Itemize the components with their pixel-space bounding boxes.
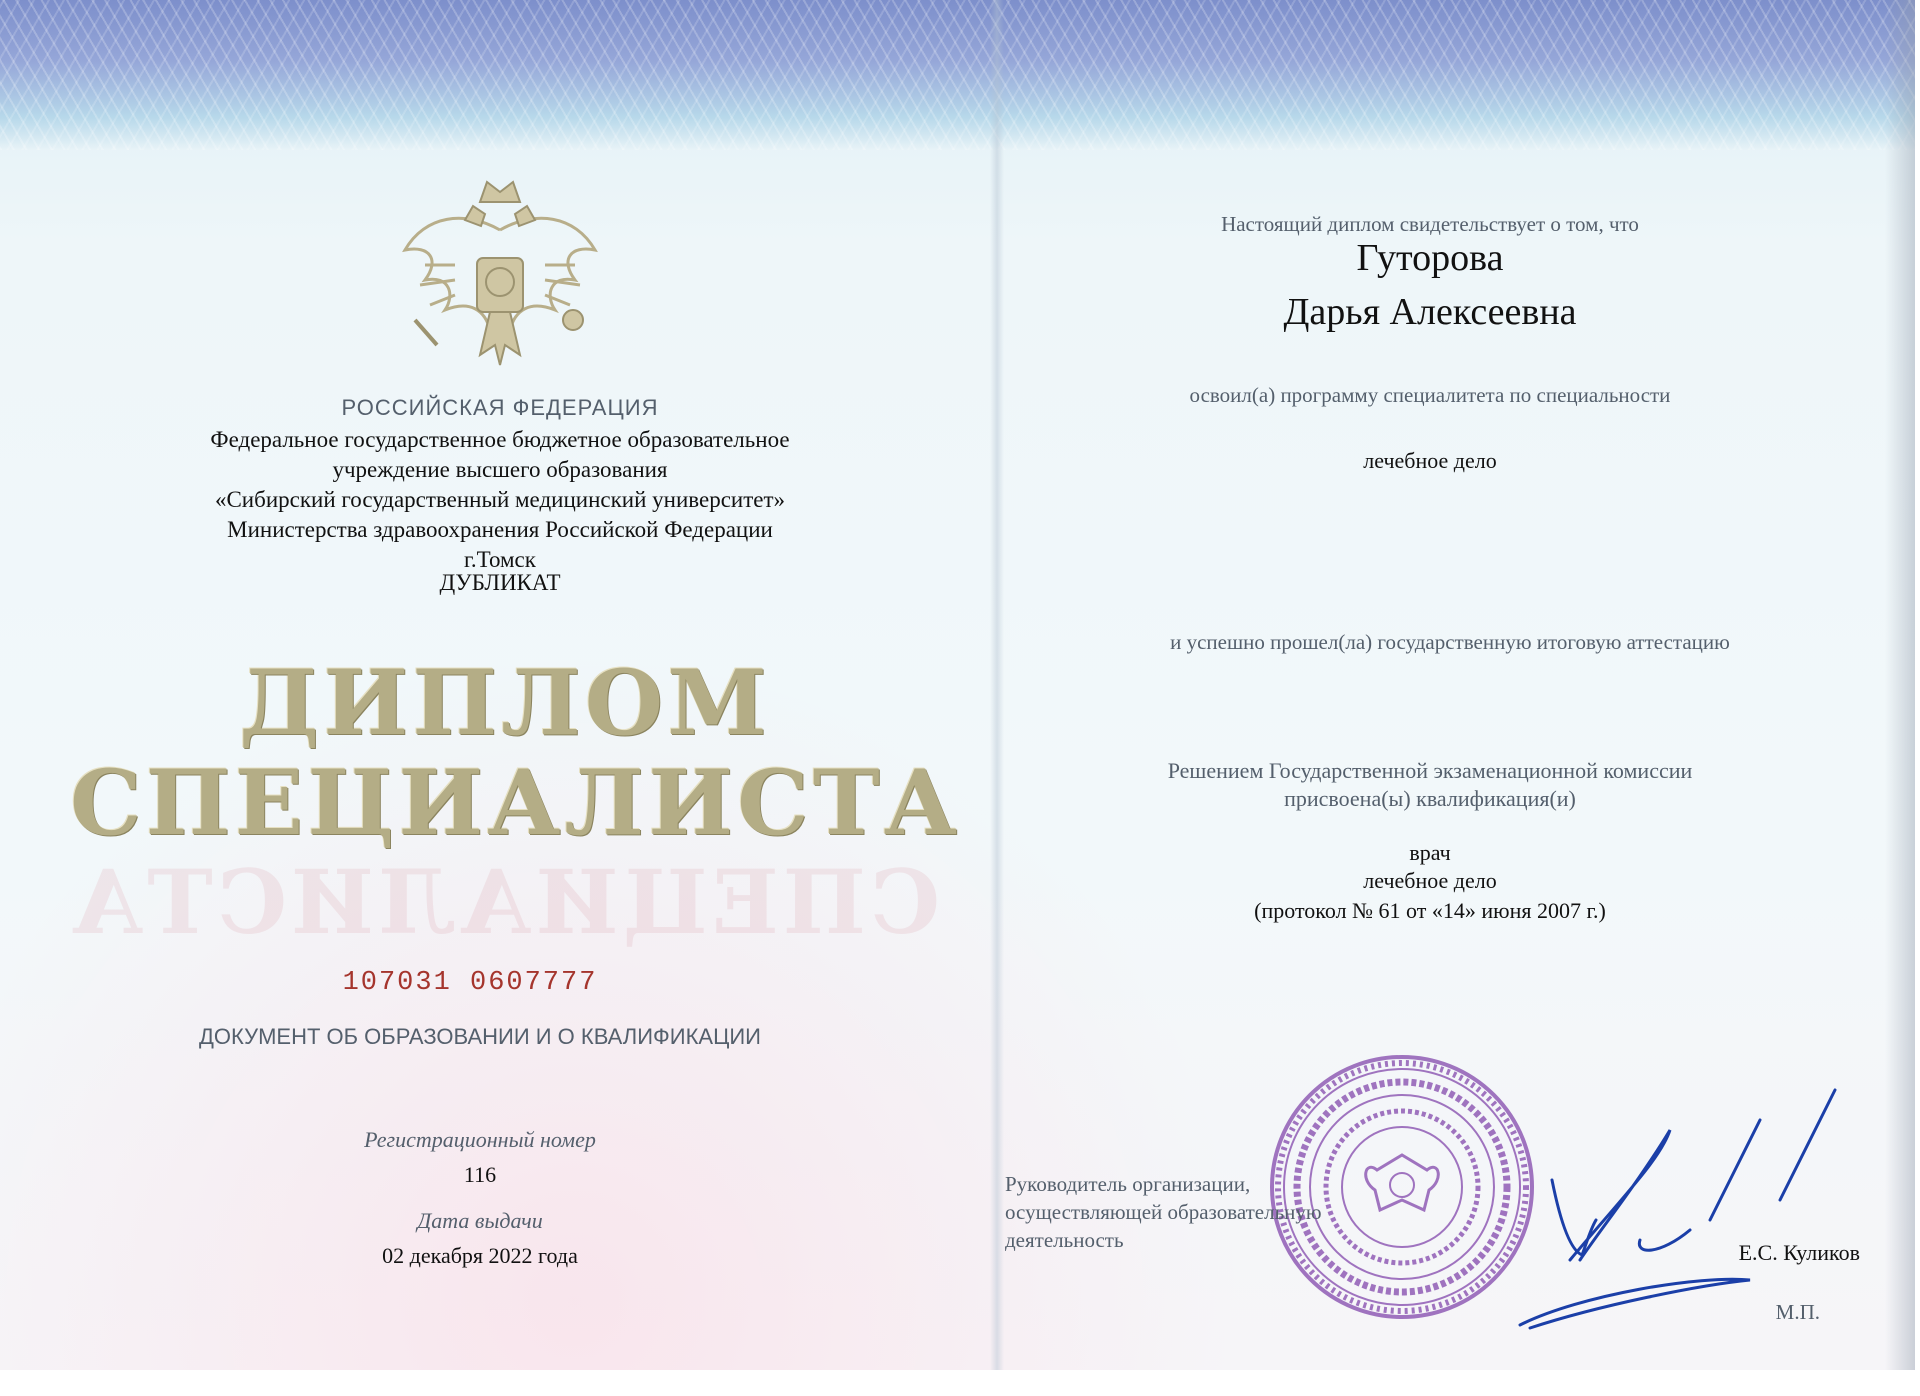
attestation-line: и успешно прошел(ла) государственную итоговую аттестацию: [1170, 630, 1730, 654]
duplicate-mark: ДУБЛИКАТ: [439, 570, 561, 595]
institution-line: г.Томск: [464, 547, 536, 572]
double-headed-eagle-emblem: [395, 170, 605, 380]
head-of-organization-label: [1005, 1170, 1322, 1254]
head-label-line: деятельность: [1005, 1228, 1124, 1252]
institution-name: [110, 425, 890, 575]
qualification: врач: [1409, 840, 1451, 865]
institution-line: «Сибирский государственный медицинский университет»: [214, 487, 786, 512]
holder-surname: Гуторова: [1356, 237, 1504, 279]
commission-line1: Решением Государственной экзаменационной комиссии: [1167, 758, 1693, 783]
diploma-title-line2: СПЕЦИАЛИСТА: [70, 750, 962, 856]
edge-shadow: [1885, 0, 1915, 1370]
institution-line: учреждение высшего образования: [332, 457, 668, 482]
registration-number: 116: [463, 1162, 497, 1187]
issue-date-label: Дата выдачи: [417, 1208, 543, 1233]
head-label-line: Руководитель организации,: [1005, 1172, 1251, 1196]
certifies-line: Настоящий диплом свидетельствует о том, что: [1221, 212, 1639, 236]
institution-line: Министерства здравоохранения Российской Федерации: [227, 517, 773, 542]
diploma-title-line1: ДИПЛОМ: [239, 650, 771, 756]
program-line: освоил(а) программу специалитета по специальности: [1189, 383, 1671, 407]
document-type: ДОКУМЕНТ ОБ ОБРАЗОВАНИИ И О КВАЛИФИКАЦИИ: [199, 1024, 761, 1049]
specialty: лечебное дело: [1363, 448, 1497, 473]
commission-line2: присвоена(ы) квалификация(и): [1284, 786, 1576, 811]
stamp-place-mark: М.П.: [1775, 1300, 1820, 1324]
country-name: РОССИЙСКАЯ ФЕДЕРАЦИЯ: [341, 395, 659, 420]
qualification-specialty: лечебное дело: [1363, 868, 1497, 893]
serial-number: 107031 0607777: [342, 968, 598, 998]
page-fold: [990, 0, 1004, 1370]
protocol-line: (протокол № 61 от «14» июня 2007 г.): [1254, 898, 1606, 923]
issue-date: 02 декабря 2022 года: [382, 1243, 578, 1268]
head-label-line: осуществляющей образовательную: [1005, 1200, 1322, 1224]
mirrored-watermark-title: СПЕЦИАЛИСТА: [67, 850, 940, 954]
registration-label: Регистрационный номер: [364, 1127, 596, 1152]
signatory-name: Е.С. Куликов: [1738, 1240, 1860, 1265]
holder-given-names: Дарья Алексеевна: [1283, 291, 1577, 333]
security-band: [0, 0, 1915, 150]
institution-line: Федеральное государственное бюджетное образовательное: [210, 427, 790, 452]
